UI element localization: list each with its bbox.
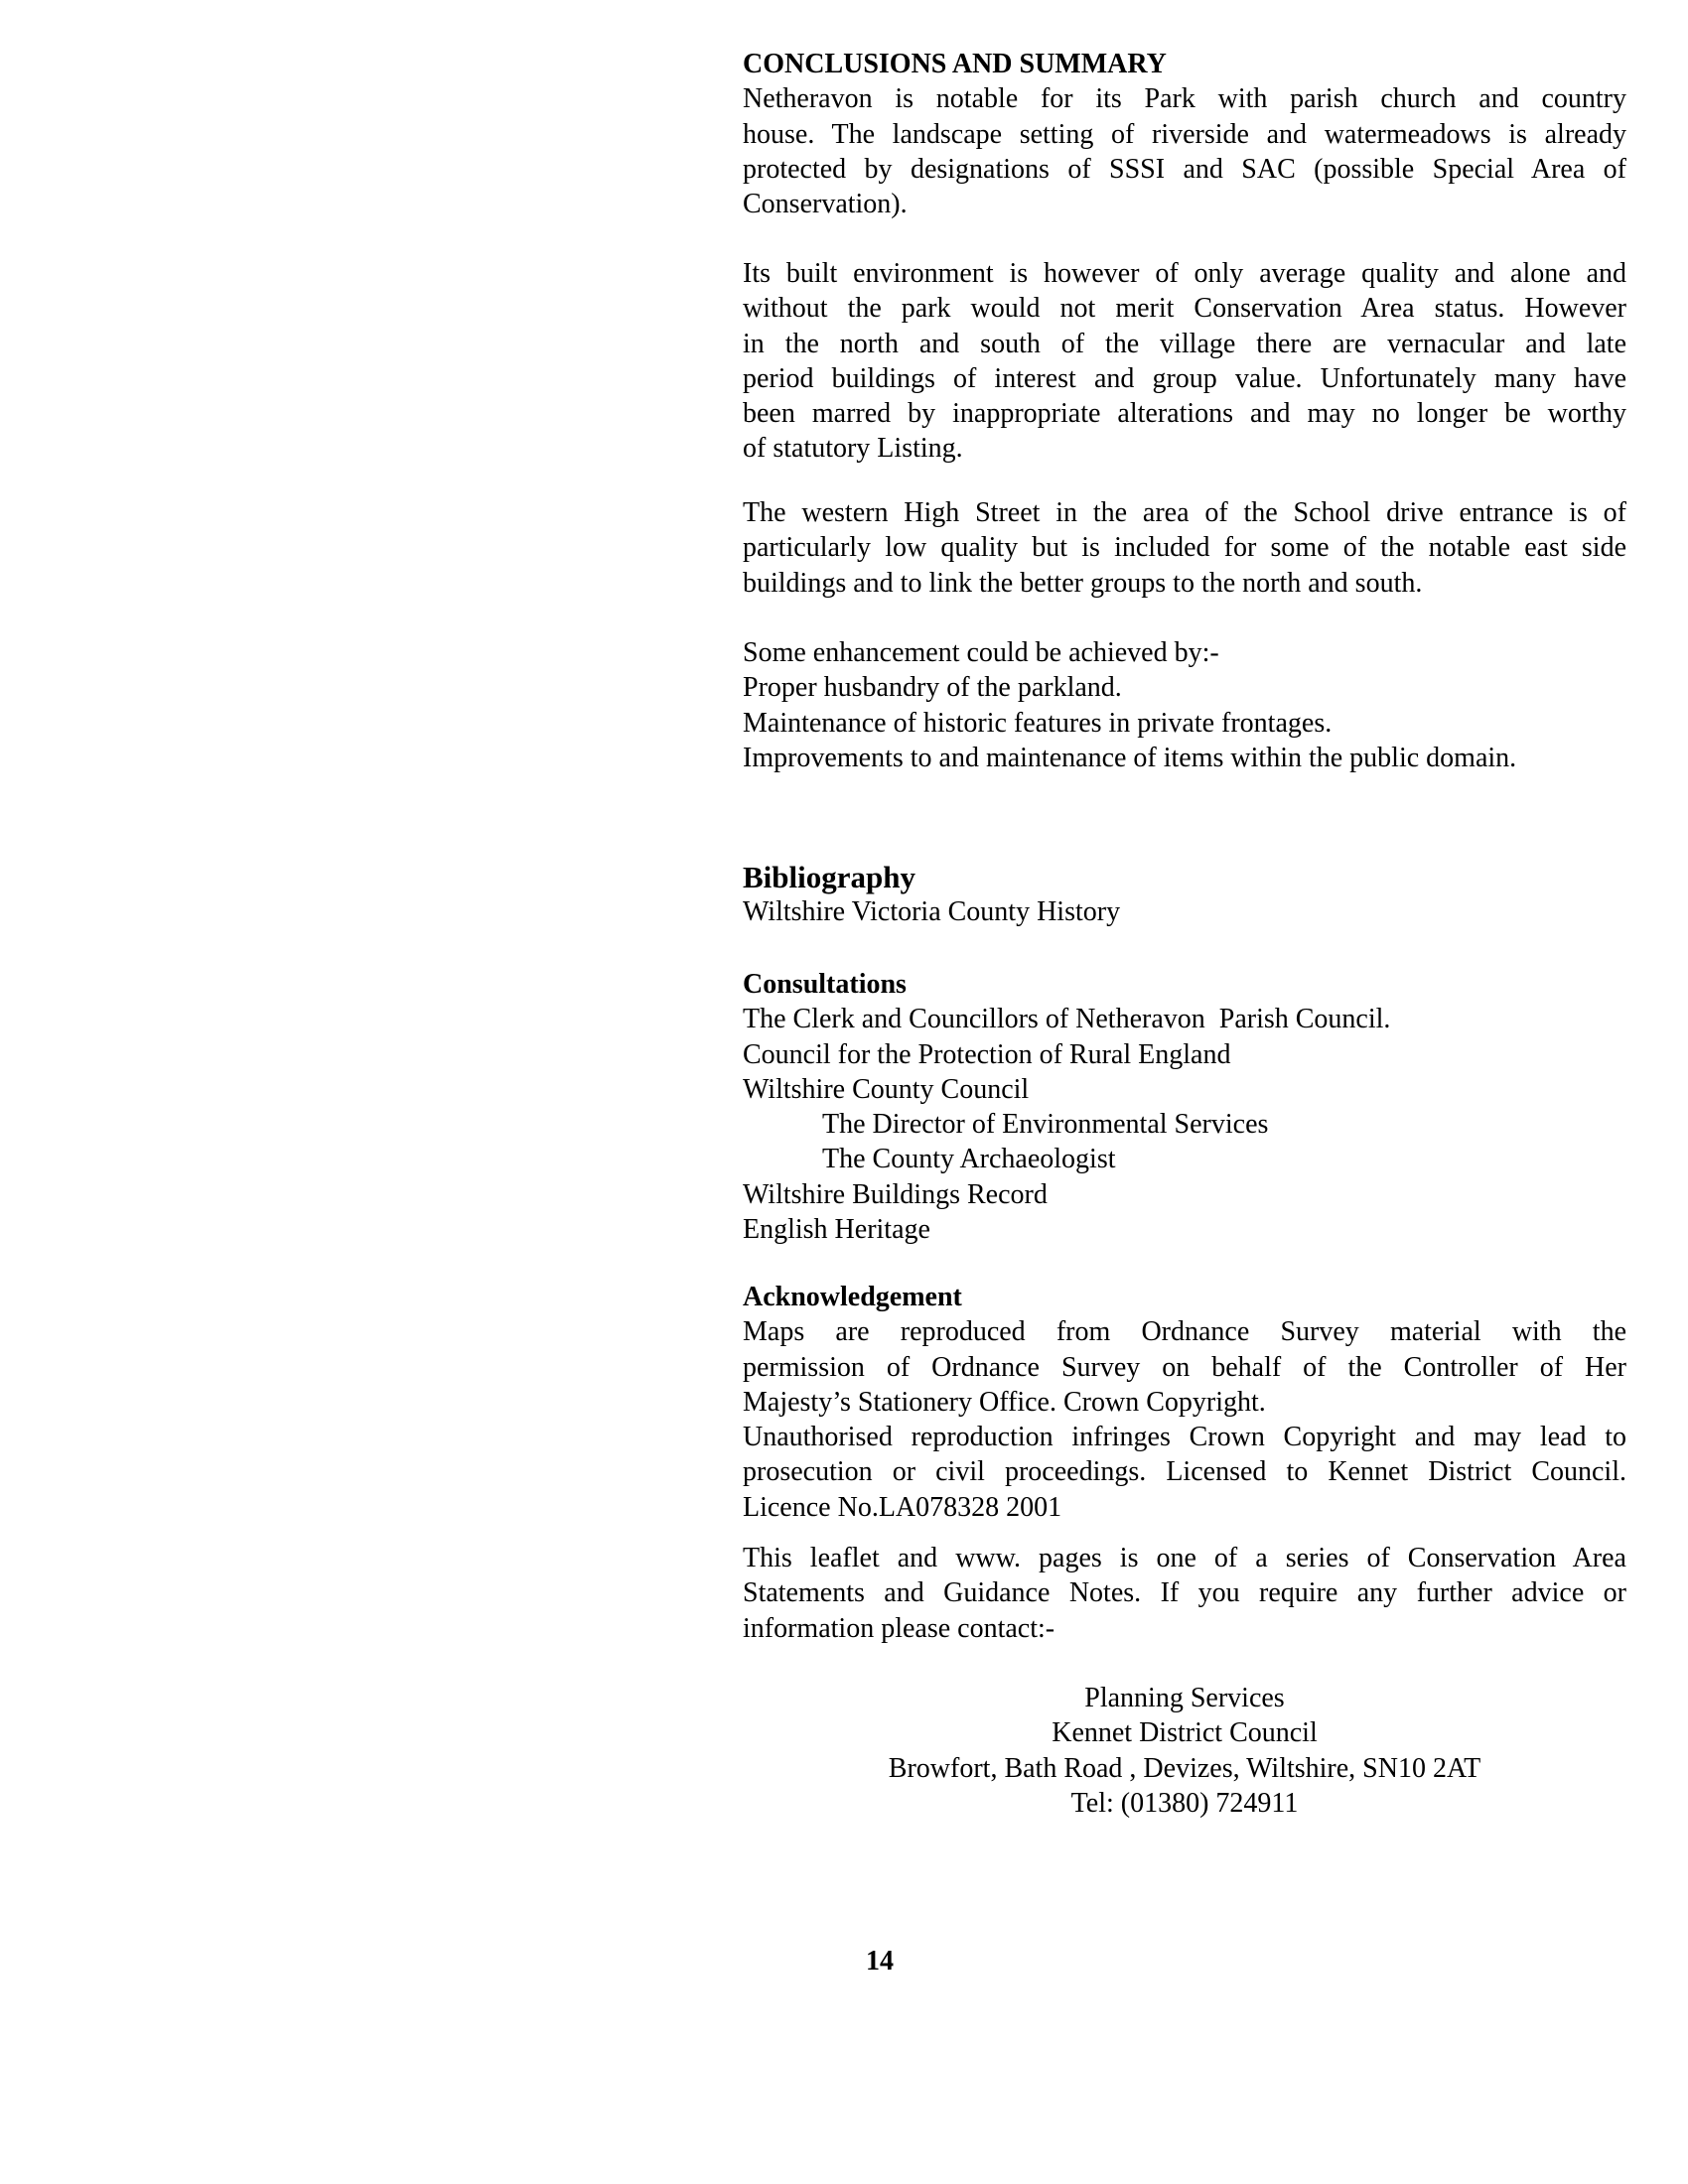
paragraph-line: Netheravon is notable for its Park with parish church and country [743, 83, 1626, 115]
paragraph-line: period buildings of interest and group value. Unfortunately many have [743, 362, 1626, 394]
consultation-subitem: The County Archaeologist [822, 1144, 1116, 1175]
series-note [743, 1541, 1626, 1646]
paragraph-line: Its built environment is however of only average quality and alone and [743, 258, 1626, 289]
acknowledgement-line: permission of Ordnance Survey on behalf of the Controller of Her [743, 1351, 1626, 1383]
contact-telephone: Tel: (01380) 724911 [1070, 1787, 1299, 1819]
acknowledgement-line: prosecution or civil proceedings. Licensed to Kennet District Council. [743, 1456, 1626, 1488]
acknowledgement-section [743, 1280, 1626, 1525]
paragraph-line: in the north and south of the village there are vernacular and late [743, 328, 1626, 359]
acknowledgement-heading: Acknowledgement [743, 1282, 962, 1312]
series-note-line: Statements and Guidance Notes. If you require any further advice or [743, 1577, 1626, 1609]
page-number: 14 [866, 1946, 894, 1977]
enhancement-list [743, 635, 1626, 775]
series-note-line: information please contact:- [743, 1612, 1055, 1644]
paragraph-high-street [743, 495, 1626, 601]
paragraph-line: particularly low quality but is included for some of the notable east side [743, 532, 1626, 564]
paragraph-line: buildings and to link the better groups to the north and south. [743, 567, 1423, 599]
enhancement-item: Maintenance of historic features in private frontages. [743, 707, 1333, 739]
enhancement-intro: Some enhancement could be achieved by:- [743, 637, 1219, 668]
acknowledgement-line: Unauthorised reproduction infringes Crown Copyright and may lead to [743, 1422, 1626, 1453]
acknowledgement-line: Maps are reproduced from Ordnance Survey material with the [743, 1316, 1626, 1348]
consultation-item: Wiltshire Buildings Record [743, 1178, 1048, 1210]
contact-organisation: Kennet District Council [1052, 1717, 1318, 1749]
consultation-item: The Clerk and Councillors of Netheravon Parish Council. [743, 1004, 1391, 1035]
consultation-item: Council for the Protection of Rural England [743, 1038, 1231, 1070]
bibliography-heading: Bibliography [743, 860, 915, 894]
paragraph-line: The western High Street in the area of the School drive entrance is of [743, 497, 1626, 528]
contact-address [743, 1681, 1626, 1821]
paragraph-line: house. The landscape setting of riverside and watermeadows is already [743, 118, 1626, 150]
series-note-line: This leaflet and www. pages is one of a series of Conservation Area [743, 1543, 1626, 1573]
paragraph-built-environment [743, 256, 1626, 467]
consultation-subitem: The Director of Environmental Services [822, 1109, 1269, 1141]
conclusions-heading: CONCLUSIONS AND SUMMARY [743, 49, 1167, 79]
paragraph-line: protected by designations of SSSI and SAC (possible Special Area of [743, 153, 1626, 185]
consultation-item: English Heritage [743, 1214, 930, 1246]
enhancement-item: Proper husbandry of the parkland. [743, 672, 1122, 704]
contact-address-line: Browfort, Bath Road , Devizes, Wiltshire, SN10 2AT [888, 1752, 1481, 1784]
bibliography-section [743, 860, 1626, 930]
consultations-section [743, 967, 1626, 1247]
acknowledgement-line: Licence No.LA078328 2001 [743, 1491, 1062, 1523]
bibliography-item: Wiltshire Victoria County History [743, 896, 1121, 928]
consultations-heading: Consultations [743, 969, 907, 1000]
conclusions-section [743, 47, 1626, 221]
acknowledgement-line: Majesty’s Stationery Office. Crown Copyright. [743, 1386, 1266, 1418]
paragraph-line: been marred by inappropriate alterations and may no longer be worthy [743, 398, 1626, 430]
enhancement-item: Improvements to and maintenance of items within the public domain. [743, 742, 1517, 773]
contact-department: Planning Services [1084, 1683, 1285, 1713]
consultation-item: Wiltshire County Council [743, 1073, 1030, 1105]
paragraph-line: Conservation). [743, 189, 908, 220]
paragraph-line: without the park would not merit Conservation Area status. However [743, 293, 1626, 325]
paragraph-line: of statutory Listing. [743, 433, 963, 465]
